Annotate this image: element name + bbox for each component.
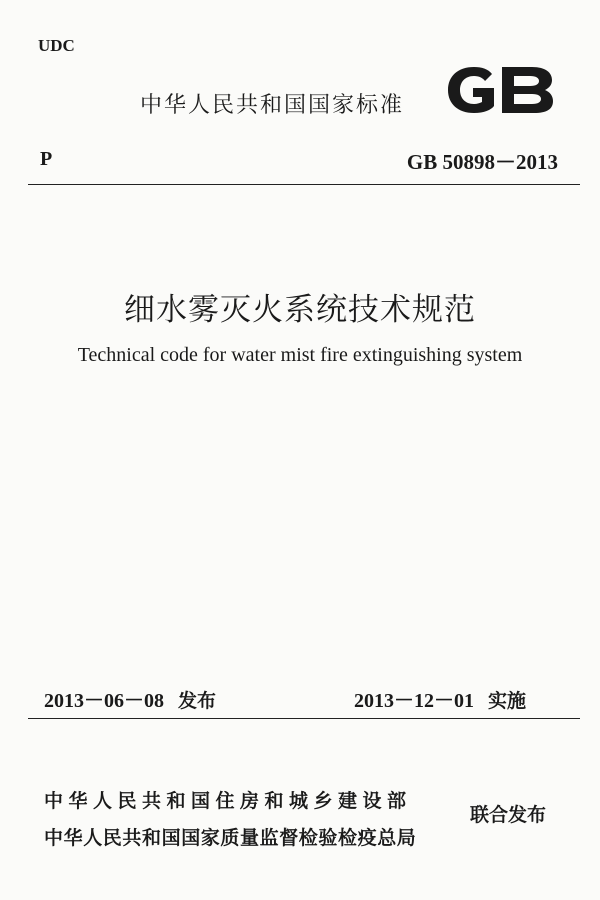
issuing-authorities (44, 786, 416, 850)
gb-logo (444, 62, 556, 118)
standard-type-title: 中华人民共和国国家标准 (140, 93, 405, 118)
issuer-aqsiq: 中华人民共和国国家质量监督检验检疫总局 (44, 827, 417, 849)
issue-date: 2013－06－08 (44, 690, 164, 712)
document-title-chinese: 细水雾灭火系统技术规范 (124, 292, 476, 328)
joint-issue-label: 联合发布 (470, 804, 547, 826)
issuer-ministry-housing: 中华人民共和国住房和城乡建设部 (44, 790, 412, 812)
udc-label: UDC (38, 36, 75, 55)
footer-divider (28, 718, 580, 719)
issue-date-block (44, 684, 216, 713)
standard-number: GB 50898－2013 (406, 150, 558, 174)
issue-label: 发布 (178, 690, 217, 712)
implement-label: 实施 (488, 690, 527, 712)
header-divider (28, 184, 580, 185)
classification-code: P (40, 148, 53, 170)
document-title-english: Technical code for water mist fire extinguishing system (77, 344, 523, 366)
implement-date: 2013－12－01 (354, 690, 474, 712)
implement-date-block (354, 684, 526, 713)
